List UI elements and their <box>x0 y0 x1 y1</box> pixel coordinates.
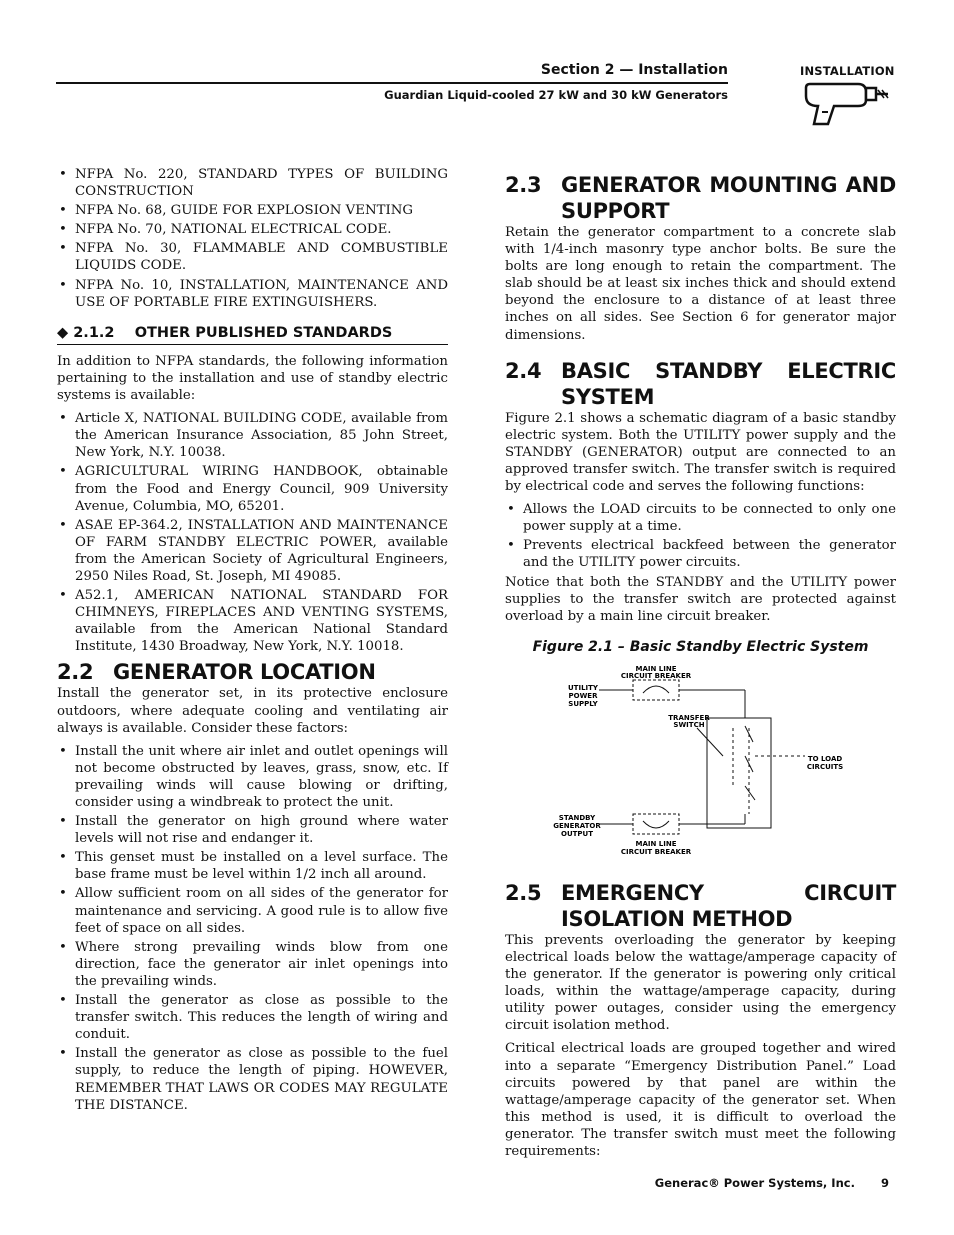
diagram-label: SWITCH <box>673 720 705 729</box>
diagram-label: CIRCUIT BREAKER <box>620 671 692 680</box>
list-item: • Prevents electrical backfeed between the generator and the UTILITY power circuits. <box>505 537 896 571</box>
diagram-label: POWER <box>568 691 598 700</box>
paragraph: Notice that both the STANDBY and the UTILITY power supplies to the transfer switch are protected against overload by a main line circuit breaker. <box>505 574 896 624</box>
diagram-label: OUTPUT <box>561 829 593 838</box>
diagram-label: GENERATOR <box>553 821 601 830</box>
left-column <box>57 166 448 1116</box>
section-heading-2-4 <box>505 358 896 410</box>
section-title: EMERGENCY CIRCUIT ISOLATION METHOD <box>561 880 896 931</box>
list-item: • NFPA No. 220, STANDARD TYPES OF BUILDING CONSTRUCTION <box>57 166 448 200</box>
section-heading-2-3 <box>505 172 896 224</box>
list-item: • Install the unit where air inlet and outlet openings will not become obstructed by leaves, grass, snow, etc. If prevailing winds will cause blowing or drifting, consider using a windbreak to protect the unit. <box>57 743 448 811</box>
standby-system-diagram <box>505 664 896 864</box>
paragraph: In addition to NFPA standards, the following information pertaining to the installation and use of standby electric systems is available: <box>57 353 448 404</box>
paragraph: Critical electrical loads are grouped together and wired into a separate “Emergency Distribution Panel.” Load circuits powered by that panel are within the wattage/amperage capacity of the generator set. When this method is used, it is difficult to overload the generator. The transfer switch must meet the following requirements: <box>505 1041 896 1159</box>
section-number: 2.5 <box>505 880 542 905</box>
section-title: GENERATOR MOUNTING AND SUPPORT <box>561 173 896 223</box>
subsection-number: 2.1.2 <box>73 324 115 341</box>
footer-company: Generac® Power Systems, Inc. <box>654 1176 855 1190</box>
diagram-label: CIRCUIT BREAKER <box>620 847 692 856</box>
list-item: • NFPA No. 68, GUIDE FOR EXPLOSION VENTING <box>57 202 448 219</box>
list-item: • A52.1, AMERICAN NATIONAL STANDARD FOR CHIMNEYS, FIREPLACES AND VENTING SYSTEMS, available from the American National Standard Institute, 1430 Broadway, New York, N.Y. 10018. <box>57 587 448 655</box>
nfpa-list <box>57 166 448 311</box>
diagram-label: MAIN LINE <box>635 839 677 848</box>
standards-list <box>57 410 448 655</box>
paragraph: Figure 2.1 shows a schematic diagram of a basic standby electric system. Both the UTILITY power supply and the STANDBY (GENERATOR) output are connected to an approved transfer switch. The transfer switch is required by electrical code and serves the following functions: <box>505 410 896 495</box>
section-heading-2-2 <box>57 659 448 685</box>
transfer-functions-list <box>505 501 896 571</box>
diamond-icon: ◆ <box>57 324 69 341</box>
diagram-label: TRANSFER <box>668 713 710 722</box>
page-number: 9 <box>880 1176 889 1190</box>
section-heading-2-5 <box>505 880 896 932</box>
installation-tab-label: INSTALLATION <box>800 64 895 78</box>
document-subtitle: Guardian Liquid-cooled 27 kW and 30 kW Generators <box>384 88 728 102</box>
list-item: • ASAE EP-364.2, INSTALLATION AND MAINTENANCE OF FARM STANDBY ELECTRIC POWER, available from the American Society of Agricultural Engineers, 2950 Niles Road, St. Joseph, MI 49085. <box>57 517 448 585</box>
diagram-label: UTILITY <box>568 683 598 692</box>
list-item: • Install the generator as close as possible to the transfer switch. This reduces the length of wiring and conduit. <box>57 992 448 1043</box>
header-rule <box>56 82 728 84</box>
paragraph: This prevents overloading the generator by keeping electrical loads below the wattage/amperage capacity of the generator. If the generator is powering only critical loads, within the wattage/amperage capacity, during utility power outages, consider using the emergency circuit isolation method. <box>505 932 896 1034</box>
subsection-heading <box>57 325 448 345</box>
section-title: BASIC STANDBY ELECTRIC SYSTEM <box>561 358 896 409</box>
paragraph: Retain the generator compartment to a concrete slab with 1/4-inch masonry type anchor bolts. Be sure the bolts are long enough to retain the compartment. The slab should be at least six inches thick and should extend beyond the enclosure to a distance of at least three inches on all sides. See Section 6 for generator major dimensions. <box>505 225 896 343</box>
section-number: 2.3 <box>505 173 542 197</box>
list-item: • Install the generator on high ground where water levels will not rise and endanger it. <box>57 813 448 847</box>
section-title: GENERATOR LOCATION <box>113 660 376 685</box>
location-factors-list <box>57 743 448 1114</box>
diagram-label: SUPPLY <box>568 699 598 708</box>
diagram-label: TO LOAD <box>807 754 843 763</box>
list-item: • NFPA No. 30, FLAMMABLE AND COMBUSTIBLE LIQUIDS CODE. <box>57 240 448 274</box>
section-header: Section 2 — Installation <box>540 62 728 78</box>
subsection-title: OTHER PUBLISHED STANDARDS <box>134 324 393 341</box>
drill-icon <box>800 78 890 130</box>
list-item: • Article X, NATIONAL BUILDING CODE, available from the American Insurance Association, 85 John Street, New York, N.Y. 10038. <box>57 410 448 461</box>
list-item: • NFPA No. 70, NATIONAL ELECTRICAL CODE. <box>57 221 448 238</box>
paragraph: Install the generator set, in its protective enclosure outdoors, where adequate cooling and ventilating air always is available. Consider these factors: <box>57 686 448 736</box>
list-item: • Allow sufficient room on all sides of the generator for maintenance and servicing. A good rule is to allow five feet of space on all sides. <box>57 885 448 936</box>
right-column <box>505 168 896 1166</box>
list-item: • Allows the LOAD circuits to be connected to only one power supply at a time. <box>505 501 896 535</box>
list-item: • Where strong prevailing winds blow from one direction, face the generator air inlet openings into the prevailing winds. <box>57 939 448 990</box>
list-item: • NFPA No. 10, INSTALLATION, MAINTENANCE AND USE OF PORTABLE FIRE EXTINGUISHERS. <box>57 277 448 311</box>
list-item: • Install the generator as close as possible to the fuel supply, to reduce the length of piping. HOWEVER, REMEMBER THAT LAWS OR CODES MAY REGULATE THE DISTANCE. <box>57 1045 448 1113</box>
list-item: • AGRICULTURAL WIRING HANDBOOK, obtainable from the Food and Energy Council, 909 University Avenue, Columbia, MO, 65201. <box>57 463 448 514</box>
section-number: 2.4 <box>505 358 542 383</box>
figure-caption: Figure 2.1 – Basic Standby Electric System <box>532 638 869 655</box>
page-footer <box>655 1176 889 1190</box>
list-item: • This genset must be installed on a level surface. The base frame must be level within 1/2 inch all around. <box>57 849 448 883</box>
diagram-label: CIRCUITS <box>806 762 844 771</box>
diagram-label: MAIN LINE <box>635 664 677 673</box>
section-number: 2.2 <box>57 660 94 685</box>
diagram-label: STANDBY <box>558 813 596 822</box>
